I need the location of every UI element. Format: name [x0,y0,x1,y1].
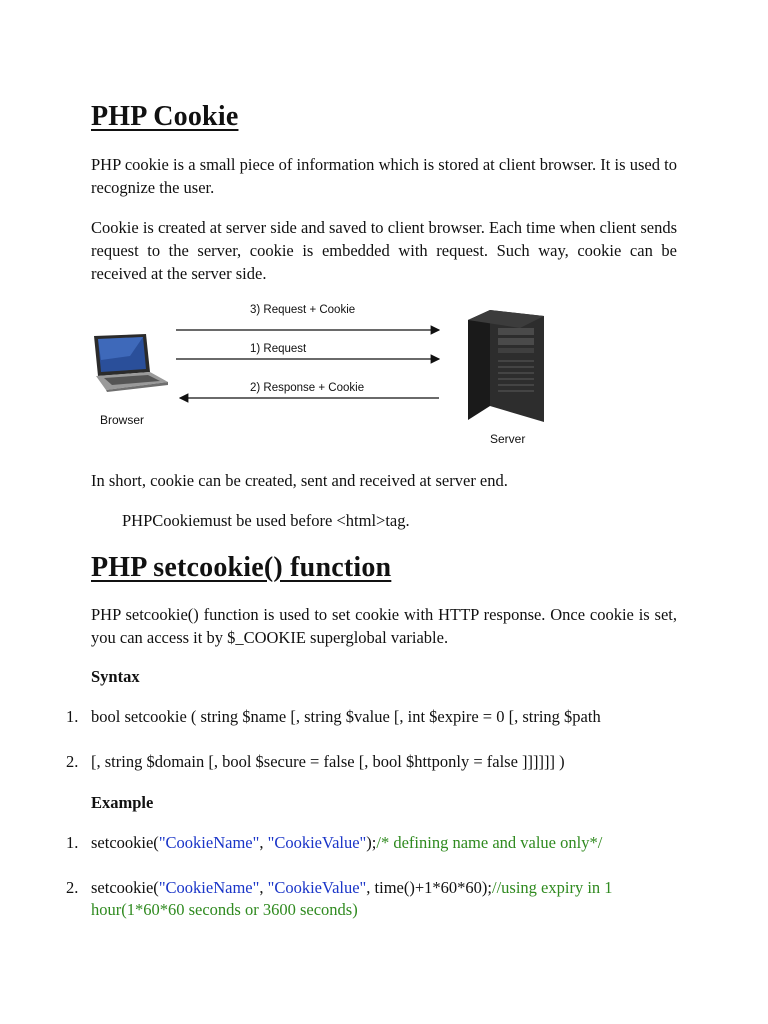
cookie-flow-diagram [85,298,565,453]
list-number: 2. [66,752,79,771]
code-comment: /* defining name and value only*/ [376,833,603,852]
server-tower-icon [468,310,546,422]
syntax-line-1 [66,706,691,728]
laptop-browser-icon [90,334,170,392]
syntax-text: bool setcookie ( string $name [, string $value [, int $expire = 0 [, string $path [91,707,601,726]
bullet-text: PHPCookiemust be used before <html>tag. [122,511,410,530]
code-plain: , [259,833,268,852]
code-plain: ); [366,833,377,852]
code-plain: , time()+1*60*60); [366,878,492,897]
code-string: "CookieValue" [267,833,367,852]
example-heading: Example [91,793,154,812]
list-number: 2. [66,878,79,897]
example-line-1 [66,832,691,854]
arrow-label-request: 1) Request [250,343,307,355]
list-number: 1. [66,833,79,852]
cookie-flow-paragraph: Cookie is created at server side and saved to client browser. Each time when client sends request to the server, cookie is embedded with request. Such way, cookie can be received at the server side. [91,218,677,283]
code-plain: setcookie( [91,878,159,897]
cookie-intro-paragraph: PHP cookie is a small piece of information which is stored at client browser. It is used to recognize the user. [91,155,677,197]
code-plain: , [259,878,268,897]
list-number: 1. [66,707,79,726]
code-string: "CookieName" [158,833,260,852]
syntax-text: [, string $domain [, bool $secure = false [, bool $httponly = false ]]]]]] ) [91,752,565,771]
section-title-setcookie: PHP setcookie() function [91,552,392,583]
syntax-line-2 [66,751,691,773]
code-string: "CookieValue" [267,878,367,897]
code-plain: setcookie( [91,833,159,852]
arrow-label-request-cookie: 3) Request + Cookie [250,304,356,316]
server-label: Server [490,432,526,446]
cookie-summary-paragraph: In short, cookie can be created, sent and received at server end. [91,471,508,490]
code-string: "CookieName" [158,878,260,897]
example-line-2 [66,877,681,921]
browser-label: Browser [100,413,145,427]
syntax-heading: Syntax [91,667,140,686]
code-comment: //using expiry in 1 hour(1*60*60 seconds or 3600 seconds) [91,878,613,919]
setcookie-description: PHP setcookie() function is used to set cookie with HTTP response. Once cookie is set, you can access it by $_COOKIE superglobal variable. [91,605,677,647]
bullet-item [116,510,410,533]
section-title-php-cookie: PHP Cookie [91,101,239,132]
arrow-label-response-cookie: 2) Response + Cookie [250,382,365,394]
